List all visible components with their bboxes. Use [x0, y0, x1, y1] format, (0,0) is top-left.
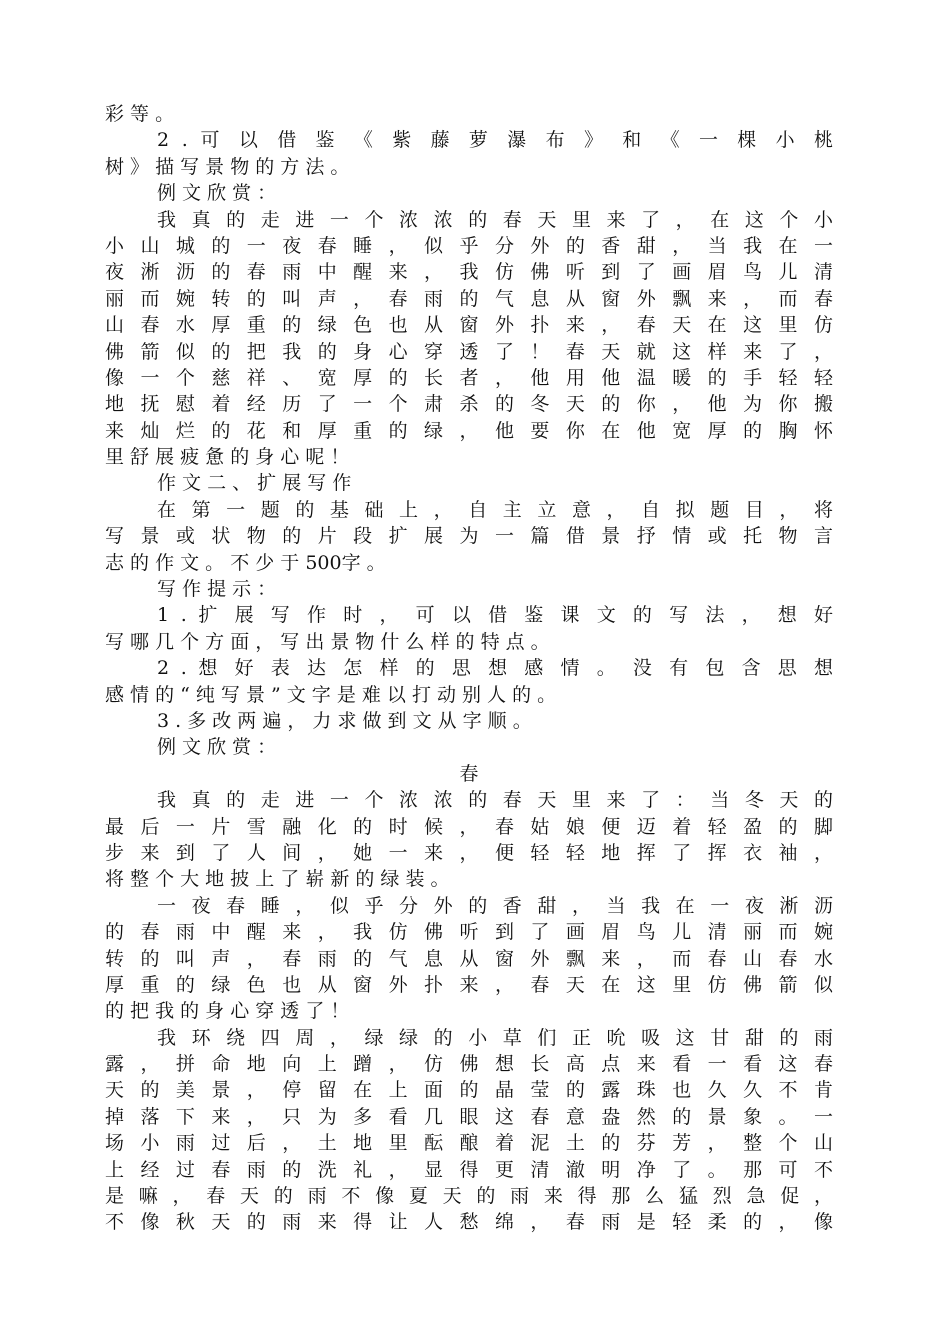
text-line: 写 景 或 状 物 的 片 段 扩 展 为 一 篇 借 景 抒 情 或 托 物 言 [105, 525, 833, 548]
text-line: 山 春 水 厚 重 的 绿 色 也 从 窗 外 扑 来 ， 春 天 在 这 里 仿 [105, 314, 833, 337]
text-line: 我 环 绕 四 周 ， 绿 绿 的 小 草 们 正 吮 吸 这 甘 甜 的 雨 [157, 1026, 833, 1049]
text-line: 例 文 欣 赏 ： [157, 736, 277, 759]
text-line: 上 经 过 春 雨 的 洗 礼 ， 显 得 更 清 澈 明 净 了 。 那 可 不 [105, 1158, 833, 1181]
text-line: 丽 而 婉 转 的 叫 声 ， 春 雨 的 气 息 从 窗 外 飘 来 ， 而 春 [105, 287, 833, 310]
text-line: 最 后 一 片 雪 融 化 的 时 候 ， 春 姑 娘 便 迈 着 轻 盈 的 脚 [105, 815, 833, 838]
text-line: 春 [459, 762, 479, 785]
text-line: 来 灿 烂 的 花 和 厚 重 的 绿 ， 他 要 你 在 他 宽 厚 的 胸 怀 [105, 419, 833, 442]
text-line: 地 抚 慰 着 经 历 了 一 个 肃 杀 的 冬 天 的 你 ， 他 为 你 搬 [105, 393, 833, 416]
text-line: 作 文 二 、 扩 展 写 作 [157, 472, 352, 495]
text-line: 的 把 我 的 身 心 穿 透 了 ！ [105, 1000, 350, 1023]
text-line: 转 的 叫 声 ， 春 雨 的 气 息 从 窗 外 飘 来 ， 而 春 山 春 水 [105, 947, 833, 970]
text-line: 我 真 的 走 进 一 个 浓 浓 的 春 天 里 来 了 ： 当 冬 天 的 [157, 789, 833, 812]
text-line: 不 像 秋 天 的 雨 来 得 让 人 愁 绵 ， 春 雨 是 轻 柔 的 ， 像 [105, 1211, 833, 1234]
text-line: 彩 等 。 [105, 103, 175, 125]
text-line: 将 整 个 大 地 披 上 了 崭 新 的 绿 装 。 [105, 868, 450, 891]
text-line: 像 一 个 慈 祥 、 宽 厚 的 长 者 ， 他 用 他 温 暖 的 手 轻 轻 [105, 366, 833, 389]
text-line: 夜 淅 沥 的 春 雨 中 醒 来 ， 我 仿 佛 听 到 了 画 眉 鸟 儿 清 [105, 261, 833, 284]
text-line: 写 作 提 示 ： [157, 578, 277, 601]
text-line: 步 来 到 了 人 间 ， 她 一 来 ， 便 轻 轻 地 挥 了 挥 衣 袖 ， [105, 841, 833, 864]
text-line: 厚 重 的 绿 色 也 从 窗 外 扑 来 ， 春 天 在 这 里 仿 佛 箭 似 [105, 973, 833, 996]
text-line: 我 真 的 走 进 一 个 浓 浓 的 春 天 里 来 了 ， 在 这 个 小 [157, 208, 833, 231]
text-line: 1 . 扩 展 写 作 时 ， 可 以 借 鉴 课 文 的 写 法 ， 想 好 [157, 604, 833, 627]
text-line: 写 哪 几 个 方 面 ， 写 出 景 物 什 么 样 的 特 点 。 [105, 630, 550, 653]
text-line: 露 ， 拼 命 地 向 上 蹭 ， 仿 佛 想 长 高 点 来 看 一 看 这 春 [105, 1053, 833, 1076]
text-line: 3 . 多 改 两 遍 ， 力 求 做 到 文 从 字 顺 。 [157, 709, 532, 732]
text-line: 小 山 城 的 一 夜 春 睡 ， 似 乎 分 外 的 香 甜 ， 当 我 在 一 [105, 234, 833, 257]
text-line: 场 小 雨 过 后 ， 土 地 里 酝 酿 着 泥 土 的 芬 芳 ， 整 个 山 [105, 1132, 833, 1155]
text-line: 里 舒 展 疲 惫 的 身 心 呢 ！ [105, 446, 350, 469]
text-line: 的 春 雨 中 醒 来 ， 我 仿 佛 听 到 了 画 眉 鸟 儿 清 丽 而 婉 [105, 921, 833, 944]
text-line: 树 》 描 写 景 物 的 方 法 。 [105, 155, 350, 178]
text-line: 佛 箭 似 的 把 我 的 身 心 穿 透 了 ！ 春 天 就 这 样 来 了 ， [105, 340, 833, 363]
text-line: 在 第 一 题 的 基 础 上 ， 自 主 立 意 ， 自 拟 题 目 ， 将 [157, 498, 833, 521]
text-line: 例 文 欣 赏 ： [157, 182, 277, 205]
text-line: 感 情 的 “ 纯 写 景 ” 文 字 是 难 以 打 动 别 人 的 。 [105, 683, 557, 706]
document-body [105, 101, 833, 1236]
text-line: 掉 落 下 来 ， 只 为 多 看 几 眼 这 春 意 盎 然 的 景 象 。 一 [105, 1105, 833, 1128]
text-line: 2 . 可 以 借 鉴 《 紫 藤 萝 瀑 布 》 和 《 一 棵 小 桃 [157, 129, 833, 152]
text-line: 天 的 美 景 ， 停 留 在 上 面 的 晶 莹 的 露 珠 也 久 久 不 肯 [105, 1079, 833, 1102]
text-line: 志 的 作 文 。 不 少 于 500字 。 [105, 551, 386, 574]
text-line: 是 嘛 ， 春 天 的 雨 不 像 夏 天 的 雨 来 得 那 么 猛 烈 急 促 ， [105, 1185, 833, 1208]
text-line: 2 . 想 好 表 达 怎 样 的 思 想 感 情 。 没 有 包 含 思 想 [157, 657, 833, 680]
text-line: 一 夜 春 睡 ， 似 乎 分 外 的 香 甜 ， 当 我 在 一 夜 淅 沥 [157, 894, 833, 917]
